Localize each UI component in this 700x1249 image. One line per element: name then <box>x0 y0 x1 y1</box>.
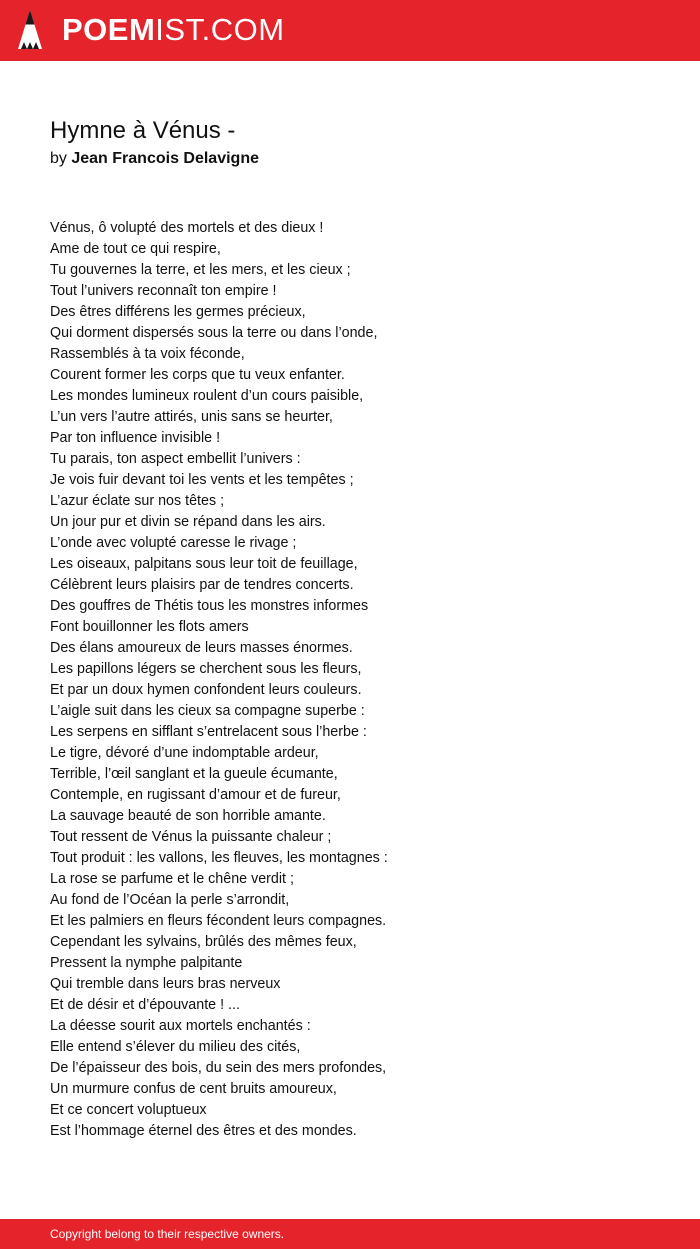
author-name: Jean Francois Delavigne <box>71 150 259 167</box>
poem-line: La rose se parfume et le chêne verdit ; <box>50 871 294 887</box>
poem-line: La sauvage beauté de son horrible amante. <box>50 808 326 824</box>
poem-line: Et les palmiers en fleurs fécondent leurs compagnes. <box>50 913 387 929</box>
poem-line: L’onde avec volupté caresse le rivage ; <box>50 535 297 551</box>
site-logo[interactable] <box>62 11 285 49</box>
poem-line: Par ton influence invisible ! <box>50 430 221 446</box>
site-footer <box>0 1219 700 1249</box>
poem-line: L’un vers l’autre attirés, unis sans se heurter, <box>50 409 333 425</box>
poem-line: La déesse sourit aux mortels enchantés : <box>50 1018 311 1034</box>
copyright-text: Copyright belong to their respective owners. <box>50 1227 285 1241</box>
poem-line: Qui tremble dans leurs bras nerveux <box>50 976 281 992</box>
poem-line: Tout l’univers reconnaît ton empire ! <box>50 283 277 299</box>
site-header <box>0 0 700 61</box>
poem-line: Tu gouvernes la terre, et les mers, et les cieux ; <box>50 262 351 278</box>
poem-line: Les mondes lumineux roulent d’un cours paisible, <box>50 388 364 404</box>
poem-line: Contemple, en rugissant d’amour et de fureur, <box>50 787 341 803</box>
poem-line: Et ce concert voluptueux <box>50 1102 207 1118</box>
poem-line: Tout ressent de Vénus la puissante chaleur ; <box>50 829 332 845</box>
poem-line: Ame de tout ce qui respire, <box>50 241 221 257</box>
poem-line: Le tigre, dévoré d’une indomptable ardeur, <box>50 745 319 761</box>
poem-line: Des élans amoureux de leurs masses énormes. <box>50 640 353 656</box>
by-label: by <box>50 150 67 167</box>
poem-line: Cependant les sylvains, brûlés des mêmes feux, <box>50 934 357 950</box>
poem-line: Au fond de l’Océan la perle s’arrondit, <box>50 892 290 908</box>
poem-line: Je vois fuir devant toi les vents et les tempêtes ; <box>50 472 354 488</box>
poem-line: L’azur éclate sur nos têtes ; <box>50 493 225 509</box>
logo-text-light: IST.COM <box>155 12 285 47</box>
poem-body <box>50 218 670 1142</box>
poem-line: Tu parais, ton aspect embellit l’univers : <box>50 451 301 467</box>
poem-line: Font bouillonner les flots amers <box>50 619 249 635</box>
poem-line: Célèbrent leurs plaisirs par de tendres concerts. <box>50 577 354 593</box>
poem-line: Un jour pur et divin se répand dans les airs. <box>50 514 326 530</box>
poem-line: Des êtres différens les germes précieux, <box>50 304 306 320</box>
poem-line: Vénus, ô volupté des mortels et des dieux ! <box>50 220 324 236</box>
poem-byline <box>50 148 259 170</box>
poem-line: Des gouffres de Thétis tous les monstres informes <box>50 598 369 614</box>
poem-line: Et par un doux hymen confondent leurs couleurs. <box>50 682 362 698</box>
poem-line: Les serpens en sifflant s’entrelacent sous l’herbe : <box>50 724 367 740</box>
logo-text-bold: POEM <box>62 12 156 47</box>
poem-line: Elle entend s’élever du milieu des cités, <box>50 1039 301 1055</box>
poem-line: L’aigle suit dans les cieux sa compagne superbe : <box>50 703 365 719</box>
poem-line: Qui dorment dispersés sous la terre ou dans l’onde, <box>50 325 378 341</box>
poem-line: Terrible, l’œil sanglant et la gueule écumante, <box>50 766 338 782</box>
poem-line: Pressent la nymphe palpitante <box>50 955 243 971</box>
poem-line: Courent former les corps que tu veux enfanter. <box>50 367 345 383</box>
poem-line: Est l’hommage éternel des êtres et des mondes. <box>50 1123 357 1139</box>
poem-line: Un murmure confus de cent bruits amoureux, <box>50 1081 337 1097</box>
poem-line: De l’épaisseur des bois, du sein des mers profondes, <box>50 1060 387 1076</box>
pencil-icon[interactable] <box>17 9 43 52</box>
poem-line: Les oiseaux, palpitans sous leur toit de feuillage, <box>50 556 358 572</box>
poem-line: Rassemblés à ta voix féconde, <box>50 346 245 362</box>
poem-line: Tout produit : les vallons, les fleuves, les montagnes : <box>50 850 388 866</box>
poem-title: Hymne à Vénus - <box>50 117 236 144</box>
poem-line: Et de désir et d’épouvante ! ... <box>50 997 240 1013</box>
poem-line: Les papillons légers se cherchent sous les fleurs, <box>50 661 362 677</box>
